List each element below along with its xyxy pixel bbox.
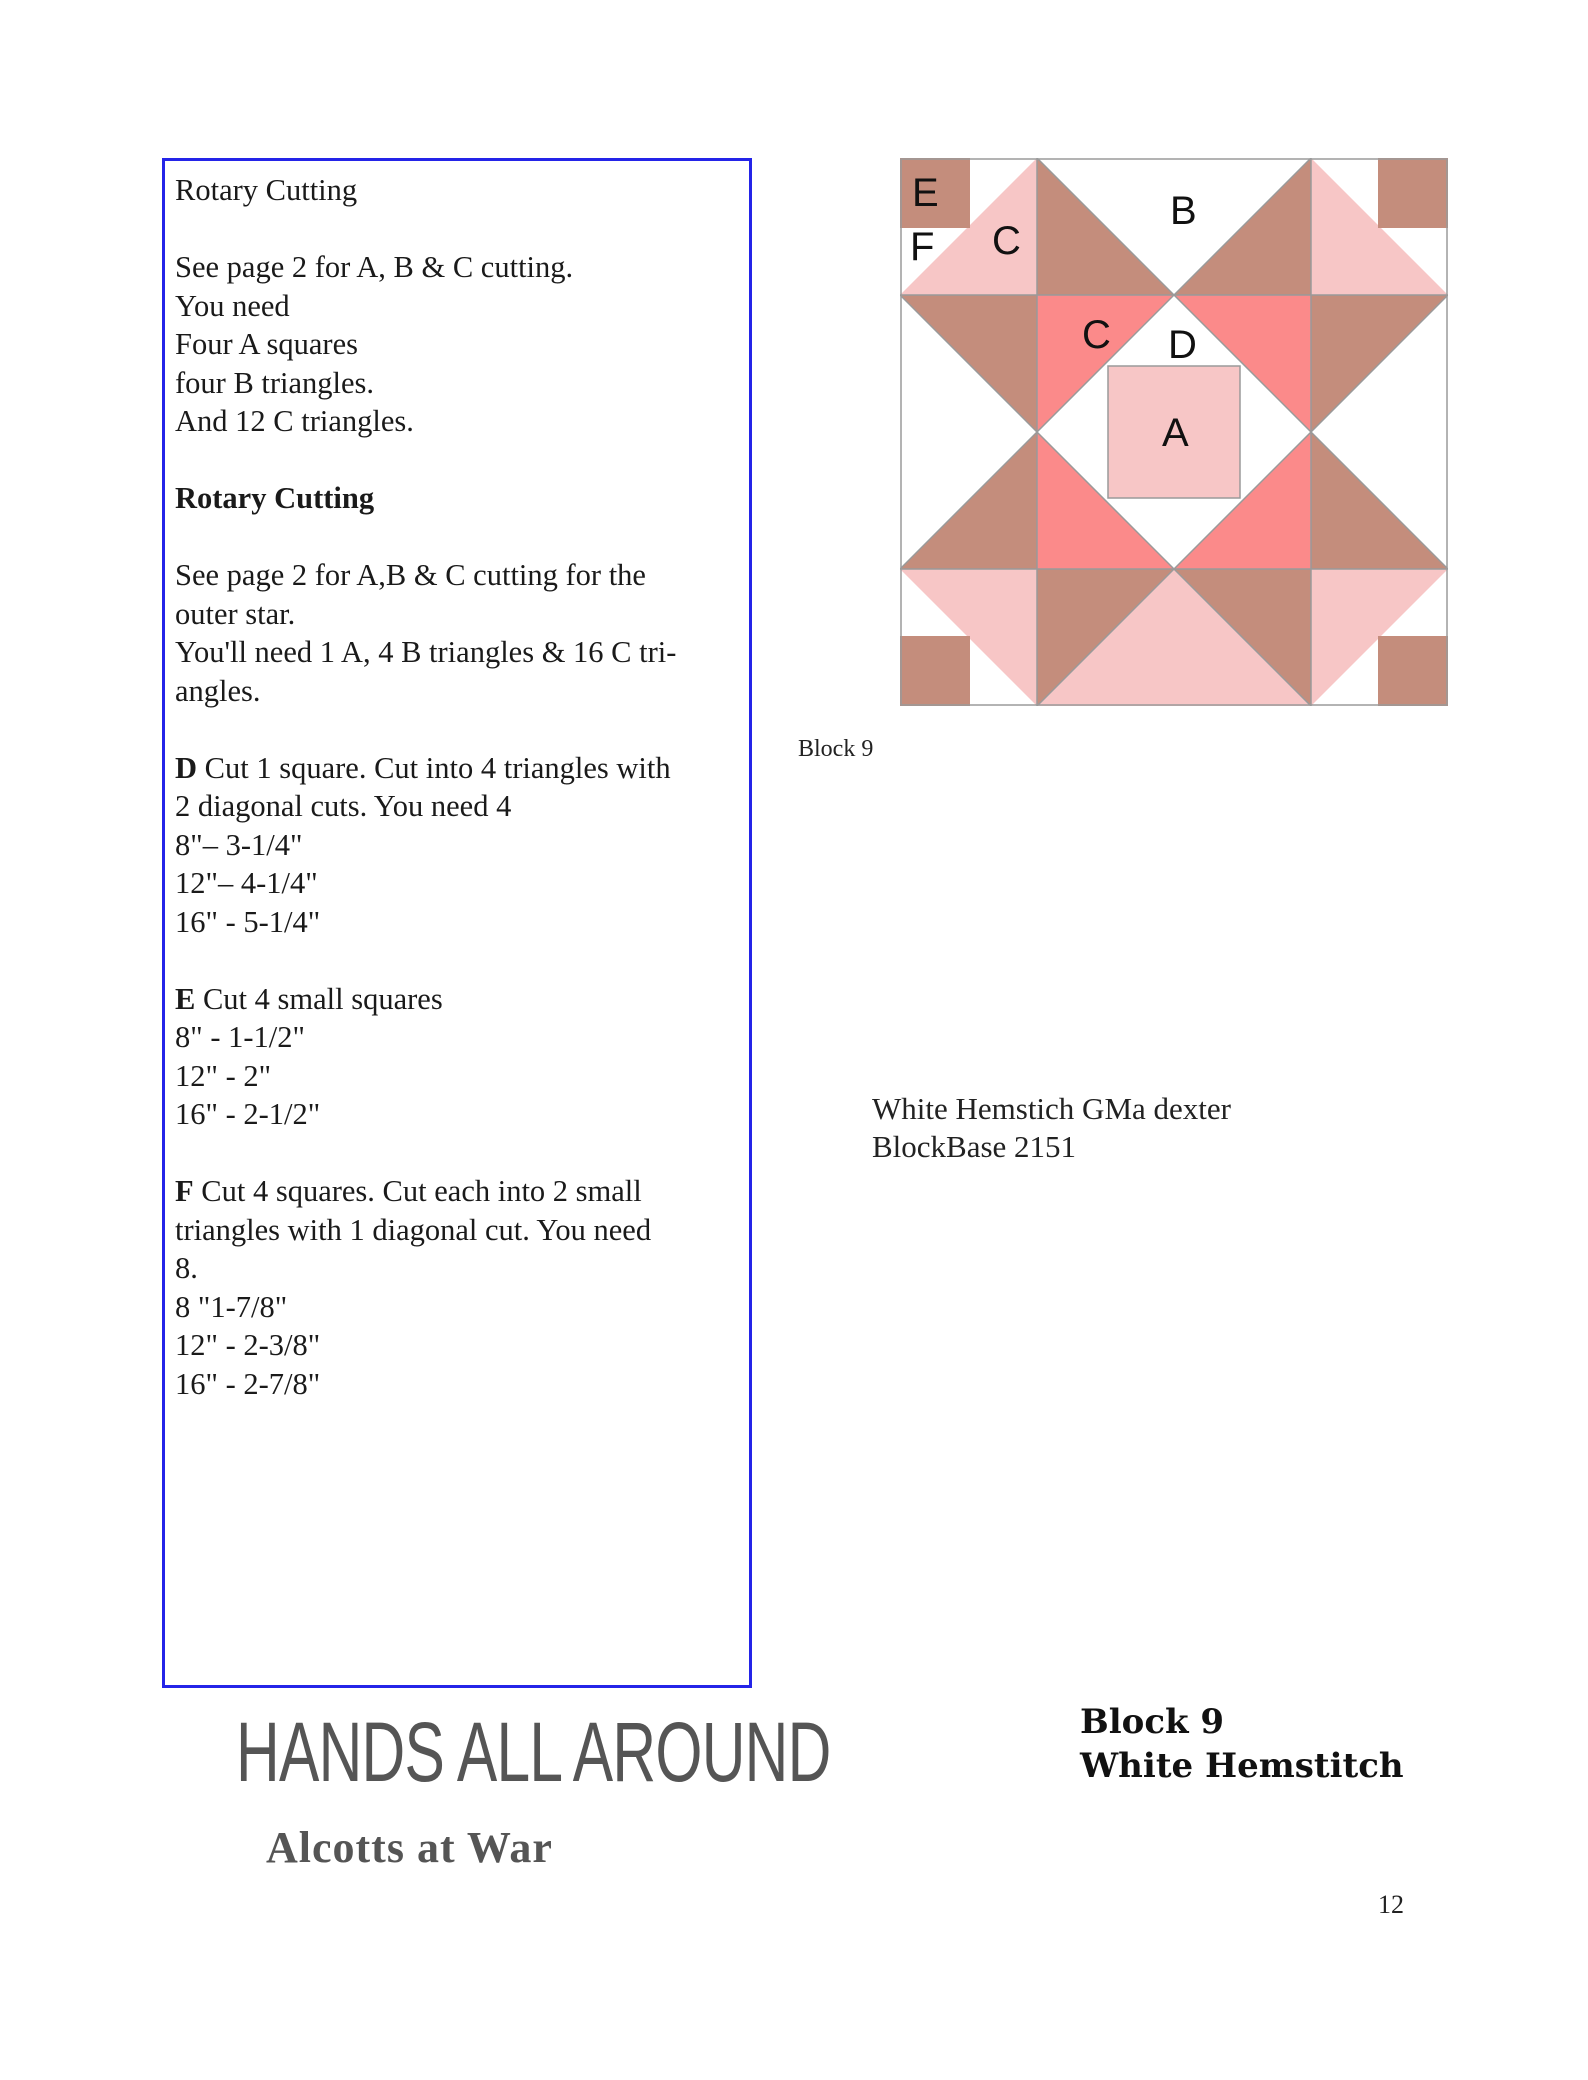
source-note <box>872 1090 1231 1166</box>
label-a: A <box>1162 411 1189 455</box>
piece-e-instructions <box>175 980 741 1134</box>
block-title-line: White Hemstitch <box>1080 1746 1404 1786</box>
cutting-instructions-box <box>162 158 752 1688</box>
text-line: 2 diagonal cuts. You need 4 <box>175 789 512 823</box>
quilt-block-diagram <box>900 158 1448 706</box>
label-f: F <box>910 225 935 269</box>
text-line: See page 2 for A, B & C cutting. <box>175 250 574 284</box>
text-line: 16" - 5-1/4" <box>175 904 321 939</box>
text-line: four B triangles. <box>175 365 375 400</box>
section-rotary-cutting-1 <box>175 171 741 441</box>
text-line: 8" - 1-1/2" <box>175 1020 305 1054</box>
text-line: angles. <box>175 673 261 708</box>
text-line: outer star. <box>175 596 296 631</box>
source-line: BlockBase 2151 <box>872 1129 1077 1164</box>
text-line: And 12 C triangles. <box>175 404 414 438</box>
piece-f-instructions <box>175 1172 741 1403</box>
label-c-outer: C <box>992 219 1021 263</box>
series-logo-subtitle: Alcotts at War <box>266 1823 553 1872</box>
source-line: White Hemstich GMa dexter <box>872 1091 1231 1126</box>
text-line: 12"– 4-1/4" <box>175 866 318 900</box>
label-b: B <box>1170 189 1197 233</box>
diagram-caption: Block 9 <box>798 736 874 762</box>
label-e: E <box>912 171 939 215</box>
section-rotary-cutting-2 <box>175 479 741 710</box>
text-line: 8 "1-7/8" <box>175 1289 288 1324</box>
text-line: 16" - 2-7/8" <box>175 1366 321 1401</box>
piece-letter: D <box>175 750 198 785</box>
text-line: Cut 1 square. Cut into 4 triangles with <box>197 750 671 785</box>
label-d: D <box>1168 323 1197 367</box>
corner-square-e <box>1378 158 1448 228</box>
section-heading-bold: Rotary Cutting <box>175 481 375 515</box>
piece-d-instructions <box>175 749 741 942</box>
text-line: 8"– 3-1/4" <box>175 827 303 862</box>
corner-square-e <box>1378 636 1448 706</box>
piece-letter: F <box>175 1174 194 1208</box>
series-logo-title: HANDS ALL AROUND <box>236 1705 831 1799</box>
text-line: triangles with 1 diagonal cut. You need <box>175 1212 652 1247</box>
corner-square-e <box>900 636 970 706</box>
text-line: 12" - 2-3/8" <box>175 1328 321 1362</box>
text-line: 16" - 2-1/2" <box>175 1097 321 1131</box>
text-line: Cut 4 squares. Cut each into 2 small <box>193 1174 642 1208</box>
page-number: 12 <box>1378 1890 1404 1919</box>
block-title-line: Block 9 <box>1080 1702 1225 1742</box>
text-line: Four A squares <box>175 327 358 361</box>
text-line: Cut 4 small squares <box>195 981 443 1016</box>
section-heading: Rotary Cutting <box>175 173 358 207</box>
block-title <box>1080 1700 1404 1788</box>
text-line: You'll need 1 A, 4 B triangles & 16 C tri- <box>175 635 677 669</box>
text-line: See page 2 for A,B & C cutting for the <box>175 558 646 592</box>
label-c-inner: C <box>1082 313 1111 357</box>
text-line: 12" - 2" <box>175 1058 272 1093</box>
piece-letter: E <box>175 981 196 1016</box>
text-line: 8. <box>175 1251 198 1285</box>
text-line: You need <box>175 288 290 323</box>
